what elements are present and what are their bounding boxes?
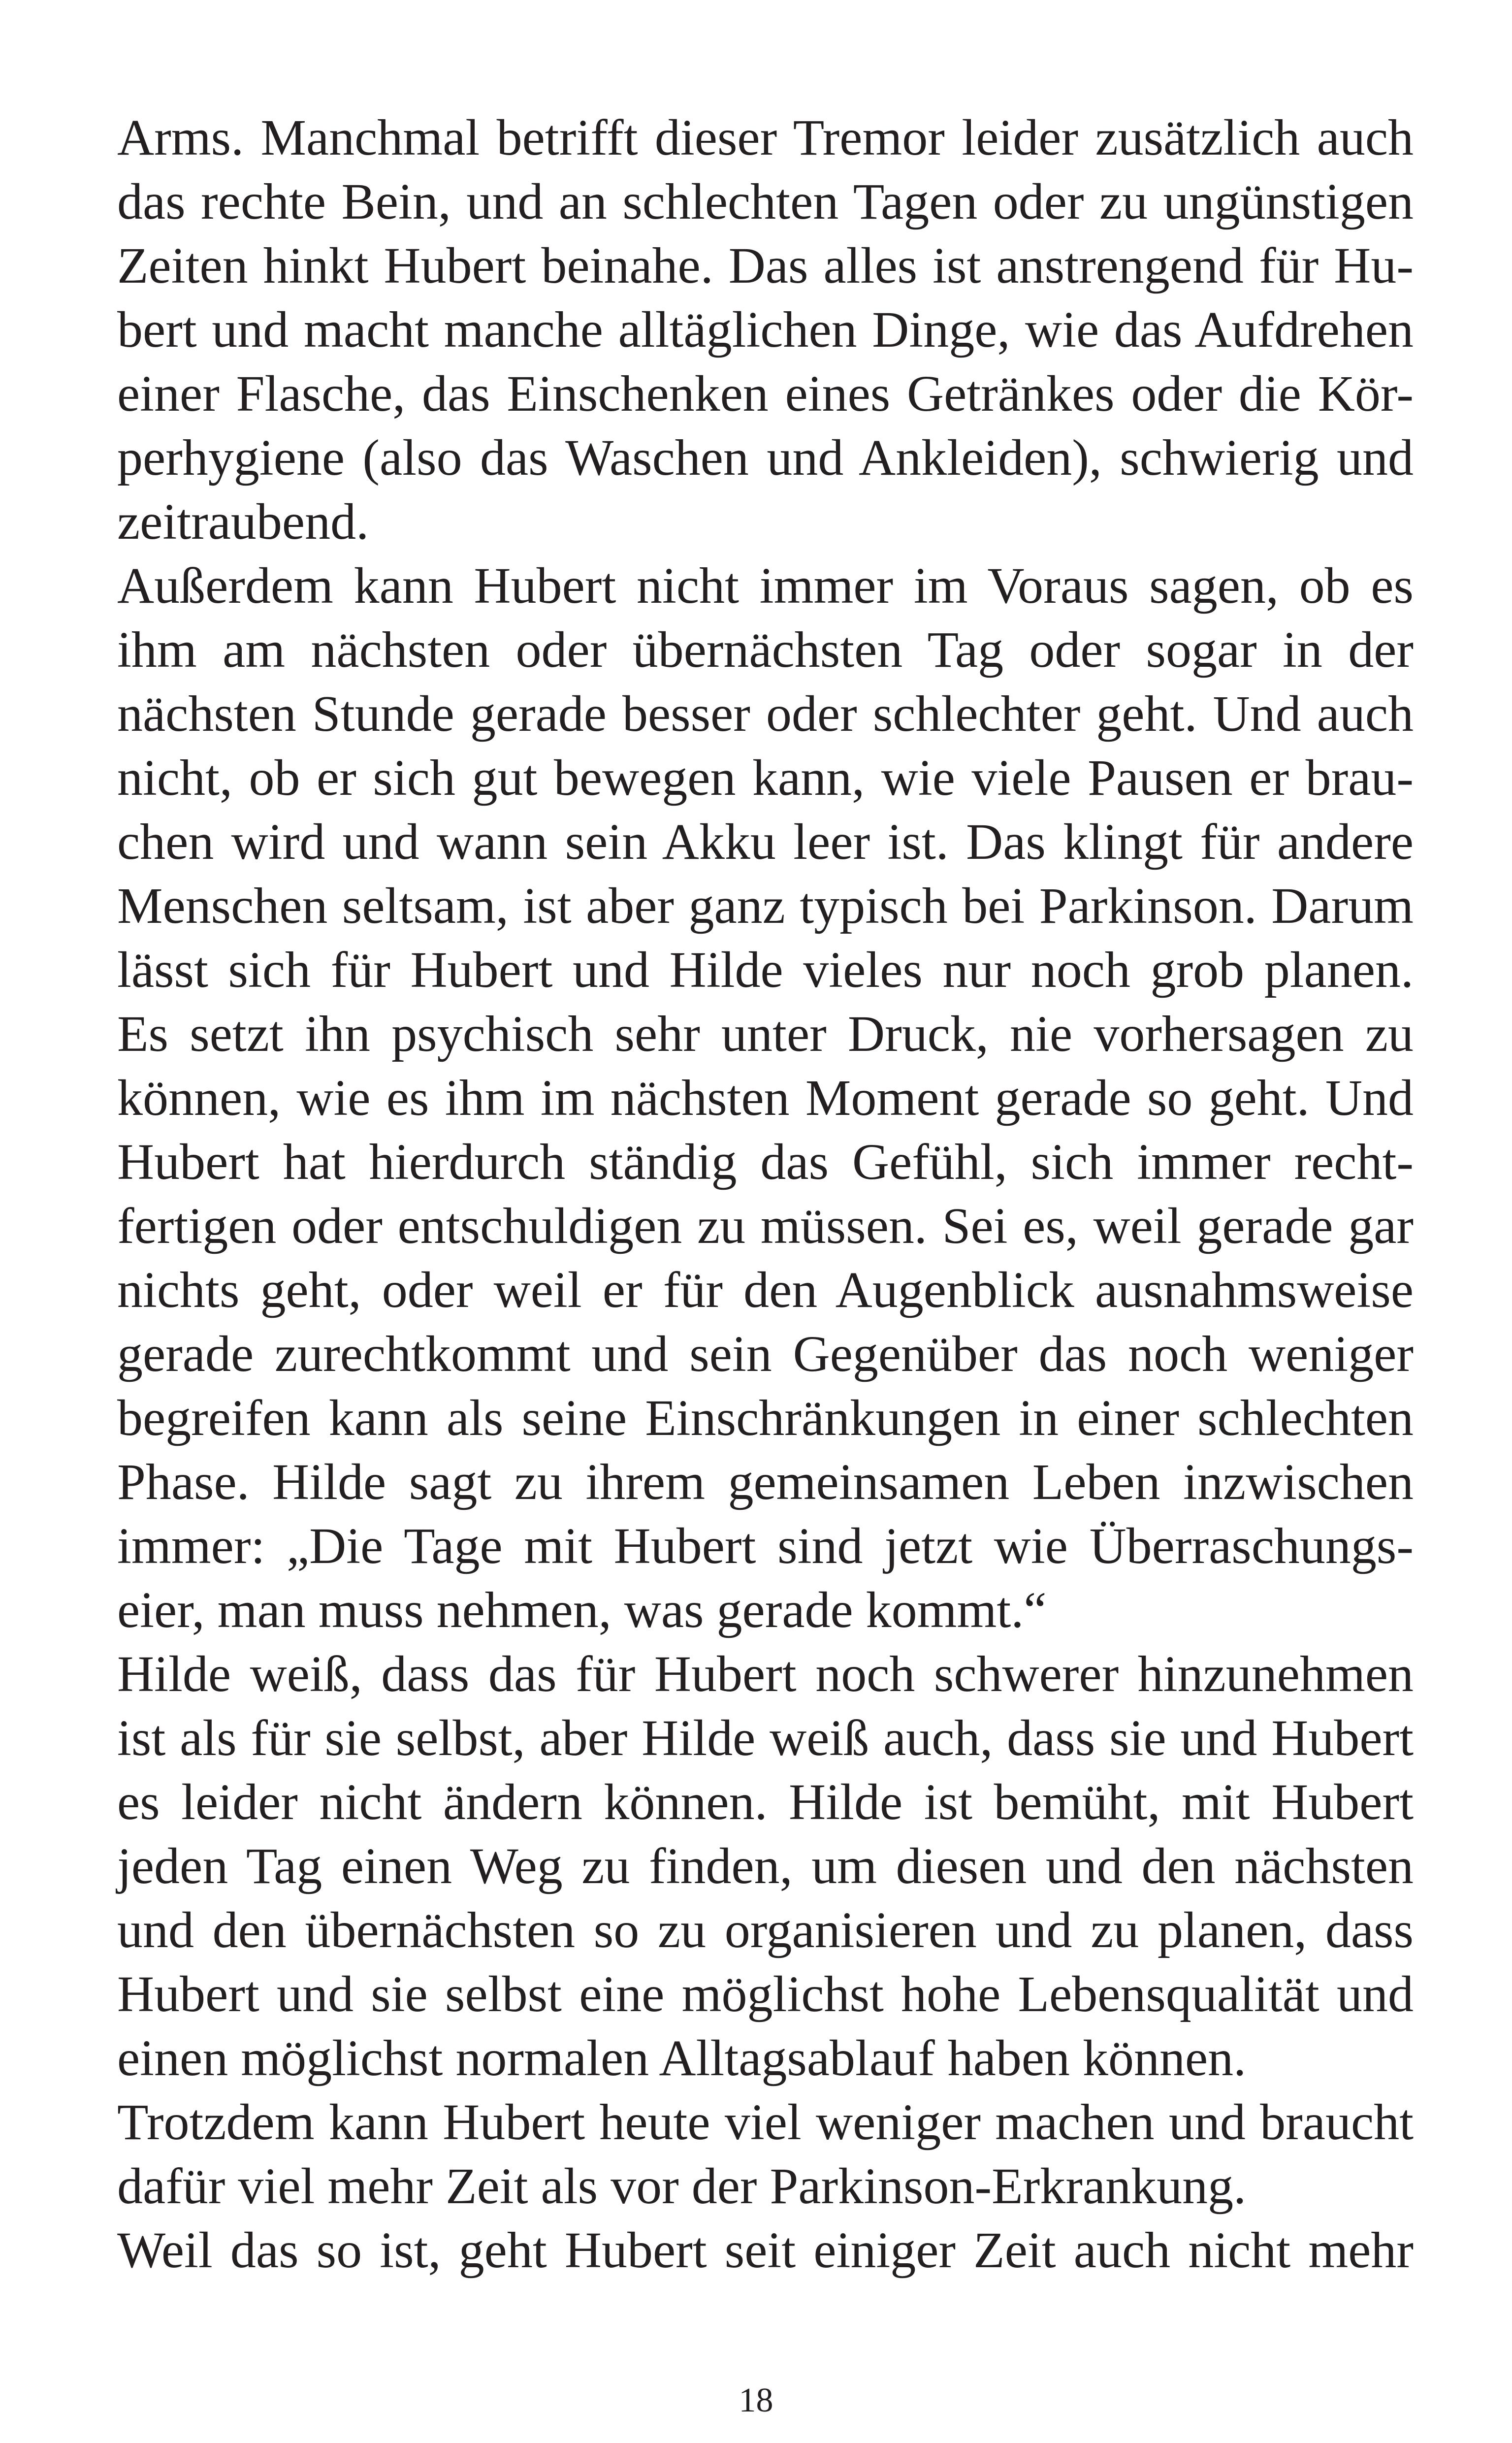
text-line: einer Flasche, das Einschenken eines Getränkes oder die Kör- — [117, 365, 1414, 422]
text-line: Trotzdem kann Hubert heute viel weniger machen und braucht — [117, 2094, 1414, 2150]
text-line: chen wird und wann sein Akku leer ist. Das klingt für andere — [117, 814, 1414, 870]
text-line: Hilde weiß, dass das für Hubert noch schwerer hinzunehmen — [117, 1646, 1414, 1702]
text-line: Arms. Manchmal betrifft dieser Tremor leider zusätzlich auch — [117, 109, 1414, 166]
text-line: Hubert und sie selbst eine möglichst hohe Lebensqualität und — [117, 1966, 1414, 2022]
text-line: Außerdem kann Hubert nicht immer im Voraus sagen, ob es — [117, 557, 1414, 614]
text-line: bert und macht manche alltäglichen Dinge, wie das Aufdrehen — [117, 301, 1414, 358]
text-line: nicht, ob er sich gut bewegen kann, wie viele Pausen er brau- — [117, 749, 1414, 806]
text-line: begreifen kann als seine Einschränkungen in einer schlechten — [117, 1390, 1414, 1446]
text-line: perhygiene (also das Waschen und Ankleiden), schwierig und — [117, 429, 1414, 486]
text-line: ihm am nächsten oder übernächsten Tag oder sogar in der — [117, 621, 1414, 678]
text-line: Menschen seltsam, ist aber ganz typisch bei Parkinson. Darum — [117, 878, 1414, 934]
text-line: es leider nicht ändern können. Hilde ist bemüht, mit Hubert — [117, 1774, 1414, 1830]
text-line: immer: „Die Tage mit Hubert sind jetzt wie Überraschungs- — [117, 1518, 1414, 1574]
text-line: lässt sich für Hubert und Hilde vieles nur noch grob planen. — [117, 942, 1414, 998]
text-line: Zeiten hinkt Hubert beinahe. Das alles ist anstrengend für Hu- — [117, 237, 1414, 294]
text-line: gerade zurechtkommt und sein Gegenüber das noch weniger — [117, 1326, 1414, 1382]
text-line: zeitraubend. — [117, 493, 369, 550]
text-line: einen möglichst normalen Alltagsablauf haben können. — [117, 2030, 1247, 2086]
text-line: nächsten Stunde gerade besser oder schlechter geht. Und auch — [117, 685, 1414, 742]
text-line: jeden Tag einen Weg zu finden, um diesen und den nächsten — [117, 1838, 1414, 1894]
text-line: eier, man muss nehmen, was gerade kommt.“ — [117, 1582, 1047, 1638]
text-line: dafür viel mehr Zeit als vor der Parkinson-Erkrankung. — [117, 2158, 1247, 2215]
text-line: Hubert hat hierdurch ständig das Gefühl, sich immer recht- — [117, 1134, 1414, 1190]
text-line: ist als für sie selbst, aber Hilde weiß auch, dass sie und Hubert — [117, 1710, 1414, 1766]
text-line: können, wie es ihm im nächsten Moment gerade so geht. Und — [117, 1070, 1414, 1126]
text-line: Phase. Hilde sagt zu ihrem gemeinsamen Leben inzwischen — [117, 1454, 1414, 1510]
text-line: fertigen oder entschuldigen zu müssen. Sei es, weil gerade gar — [117, 1198, 1414, 1254]
page-number: 18 — [739, 2381, 773, 2419]
text-line: und den übernächsten so zu organisieren und zu planen, dass — [117, 1902, 1414, 1958]
text-line: Weil das so ist, geht Hubert seit einiger Zeit auch nicht mehr — [117, 2222, 1414, 2279]
text-line: nichts geht, oder weil er für den Augenblick ausnahmsweise — [117, 1262, 1414, 1318]
text-line: Es setzt ihn psychisch sehr unter Druck, nie vorhersagen zu — [117, 1006, 1414, 1062]
text-line: das rechte Bein, und an schlechten Tagen oder zu ungünstigen — [117, 173, 1414, 230]
